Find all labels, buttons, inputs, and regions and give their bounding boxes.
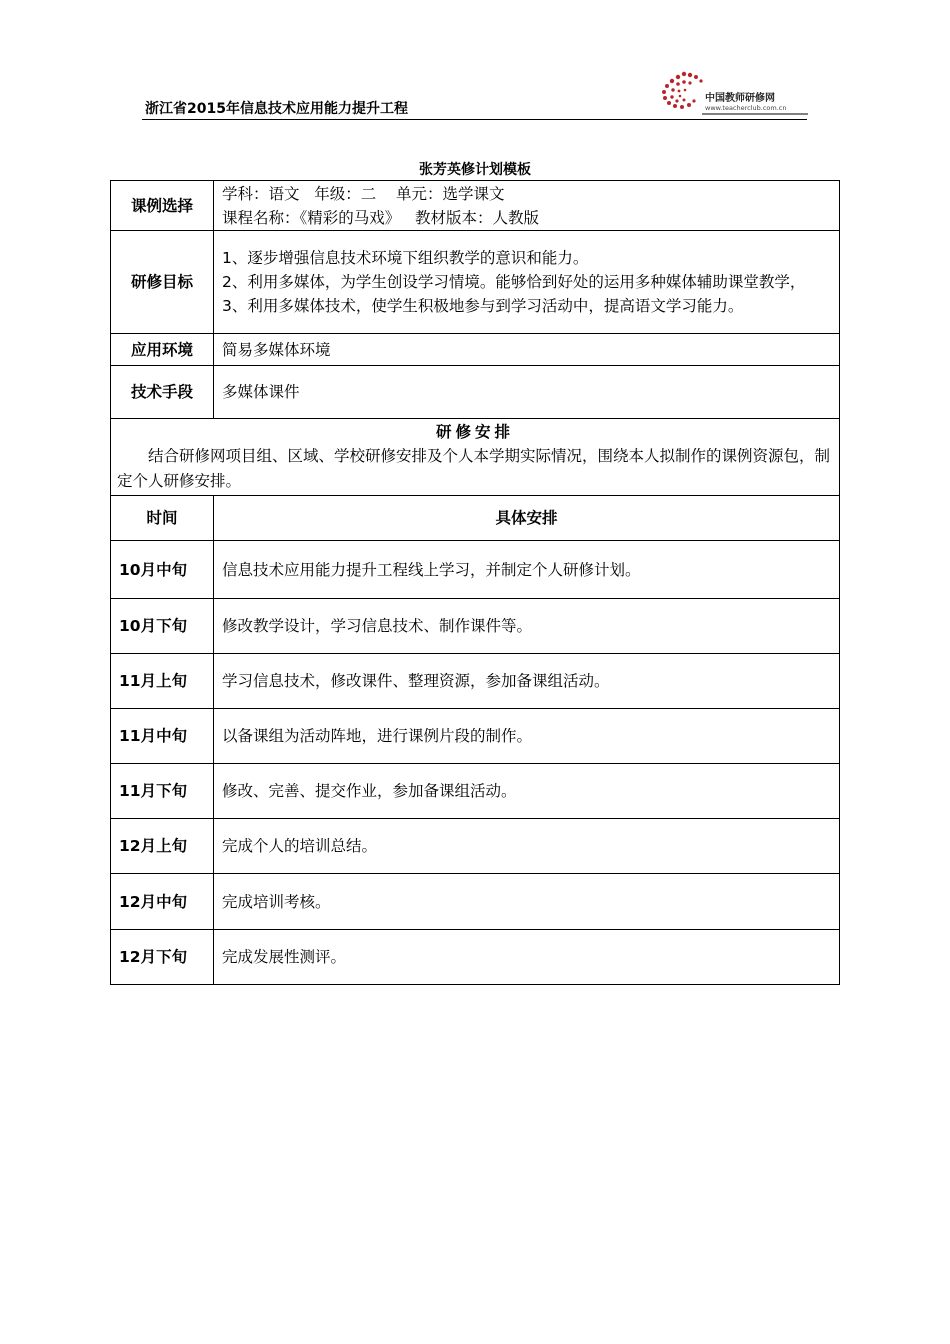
schedule-time: 10月中旬 <box>111 541 214 599</box>
header-title: 浙江省2015年信息技术应用能力提升工程 <box>145 101 408 117</box>
col-plan-header: 具体安排 <box>214 496 840 541</box>
schedule-header-row <box>111 496 840 541</box>
schedule-time: 11月下旬 <box>111 764 214 819</box>
tech-row <box>111 366 840 419</box>
schedule-row <box>111 874 840 930</box>
arrangement-title: 研修安排 <box>435 423 514 441</box>
goal-value <box>214 231 840 334</box>
col-time-header: 时间 <box>111 496 214 541</box>
schedule-row <box>111 541 840 599</box>
schedule-plan: 修改教学设计，学习信息技术、制作课件等。 <box>214 599 840 654</box>
goal-line-1: 1、逐步增强信息技术环境下组织教学的意识和能力。 <box>222 249 589 267</box>
case-line-1: 学科：语文 年级：二 单元：选学课文 <box>222 184 505 203</box>
schedule-plan: 修改、完善、提交作业，参加备课组活动。 <box>214 764 840 819</box>
arrangement-cell <box>111 419 840 496</box>
schedule-time: 11月上旬 <box>111 654 214 709</box>
schedule-plan: 信息技术应用能力提升工程线上学习，并制定个人研修计划。 <box>214 541 840 599</box>
schedule-time: 11月中旬 <box>111 709 214 764</box>
goal-line-2: 2、利用多媒体，为学生创设学习情境。能够恰到好处的运用多种媒体辅助课堂教学， <box>222 273 806 291</box>
header-divider <box>142 119 807 120</box>
schedule-plan: 以备课组为活动阵地，进行课例片段的制作。 <box>214 709 840 764</box>
goal-label: 研修目标 <box>111 231 214 334</box>
schedule-row <box>111 599 840 654</box>
schedule-plan: 完成发展性测评。 <box>214 930 840 985</box>
schedule-row <box>111 819 840 874</box>
schedule-time: 12月下旬 <box>111 930 214 985</box>
case-row <box>111 181 840 231</box>
case-line-2: 课程名称：《精彩的马戏》 教材版本：人教版 <box>222 208 540 227</box>
env-value: 简易多媒体环境 <box>214 334 840 366</box>
logo-text-en: www.teacherclub.com.cn <box>705 104 787 112</box>
plan-table <box>110 180 840 985</box>
schedule-plan: 学习信息技术，修改课件、整理资源，参加备课组活动。 <box>214 654 840 709</box>
case-value <box>214 181 840 231</box>
arrangement-body: 结合研修网项目组、区域、学校研修安排及个人本学期实际情况，围绕本人拟制作的课例资源包，制定个人研修安排。 <box>117 447 831 490</box>
schedule-row <box>111 764 840 819</box>
env-label: 应用环境 <box>111 334 214 366</box>
env-row <box>111 334 840 366</box>
schedule-time: 12月上旬 <box>111 819 214 874</box>
case-label: 课例选择 <box>111 181 214 231</box>
goal-row <box>111 231 840 334</box>
schedule-row <box>111 654 840 709</box>
tech-value: 多媒体课件 <box>214 366 840 419</box>
schedule-plan: 完成培训考核。 <box>214 874 840 930</box>
goal-line-3: 3、利用多媒体技术，使学生积极地参与到学习活动中，提高语文学习能力。 <box>222 297 744 315</box>
document-title: 张芳英修计划模板 <box>419 162 531 178</box>
schedule-time: 12月中旬 <box>111 874 214 930</box>
tech-label: 技术手段 <box>111 366 214 419</box>
schedule-row <box>111 930 840 985</box>
arrangement-row <box>111 419 840 496</box>
logo-text-cn: 中国教师研修网 <box>705 93 775 104</box>
schedule-time: 10月下旬 <box>111 599 214 654</box>
schedule-plan: 完成个人的培训总结。 <box>214 819 840 874</box>
schedule-row <box>111 709 840 764</box>
